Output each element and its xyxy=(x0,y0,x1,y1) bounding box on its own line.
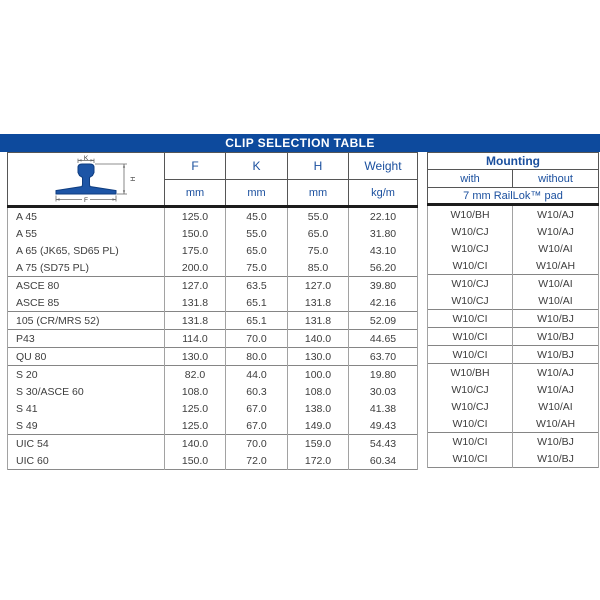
cell-rail-section: A 65 (JK65, SD65 PL) xyxy=(8,242,165,259)
cell-f: 131.8 xyxy=(165,312,226,330)
cell-k: 60.3 xyxy=(226,383,288,400)
table-row xyxy=(8,294,418,312)
table-row xyxy=(8,435,418,453)
cell-clip-with-pad: W10/CI xyxy=(428,328,513,346)
table-row xyxy=(428,450,599,468)
cell-h: 140.0 xyxy=(288,330,349,348)
table-row xyxy=(428,328,599,346)
table-row xyxy=(8,277,418,295)
clip-selection-table xyxy=(7,152,418,470)
cell-h: 65.0 xyxy=(288,225,349,242)
cell-h: 131.8 xyxy=(288,294,349,312)
cell-h: 130.0 xyxy=(288,348,349,366)
cell-h: 85.0 xyxy=(288,259,349,277)
cell-clip-without-pad: W10/BJ xyxy=(513,346,599,364)
cell-k: 65.0 xyxy=(226,242,288,259)
cell-f: 114.0 xyxy=(165,330,226,348)
cell-clip-with-pad: W10/CJ xyxy=(428,292,513,310)
cell-f: 150.0 xyxy=(165,452,226,470)
right-table-body xyxy=(428,205,599,468)
table-row xyxy=(8,417,418,435)
cell-k: 80.0 xyxy=(226,348,288,366)
column-header-f: F xyxy=(165,153,226,180)
table-row xyxy=(428,346,599,364)
table-row xyxy=(428,310,599,328)
cell-clip-with-pad: W10/CI xyxy=(428,346,513,364)
cell-rail-section: S 30/ASCE 60 xyxy=(8,383,165,400)
cell-clip-with-pad: W10/CI xyxy=(428,257,513,275)
table-row xyxy=(8,330,418,348)
cell-clip-with-pad: W10/CI xyxy=(428,415,513,433)
cell-clip-with-pad: W10/CI xyxy=(428,310,513,328)
table-row xyxy=(428,205,599,224)
f-arrow-left xyxy=(56,198,60,200)
cell-weight: 56.20 xyxy=(349,259,418,277)
cell-rail-section: QU 80 xyxy=(8,348,165,366)
raillok-pad-header: 7 mm RailLok™ pad xyxy=(428,188,599,205)
table-row xyxy=(428,433,599,451)
cell-weight: 52.09 xyxy=(349,312,418,330)
cell-rail-section: UIC 60 xyxy=(8,452,165,470)
cell-f: 175.0 xyxy=(165,242,226,259)
cell-h: 55.0 xyxy=(288,207,349,226)
cell-clip-without-pad: W10/AI xyxy=(513,292,599,310)
with-pad-header: with xyxy=(428,170,513,188)
cell-k: 75.0 xyxy=(226,259,288,277)
cell-k: 65.1 xyxy=(226,294,288,312)
k-arrow-right xyxy=(90,159,94,161)
rail-diagram-cell xyxy=(8,153,165,207)
f-dimension-label: F xyxy=(84,197,88,204)
cell-clip-with-pad: W10/CJ xyxy=(428,240,513,257)
cell-clip-without-pad: W10/AJ xyxy=(513,364,599,382)
h-dimension-label: H xyxy=(128,176,136,182)
h-arrow-bottom xyxy=(123,190,125,194)
cell-weight: 39.80 xyxy=(349,277,418,295)
cell-h: 108.0 xyxy=(288,383,349,400)
k-arrow-left xyxy=(78,159,82,161)
column-header-h: H xyxy=(288,153,349,180)
k-dimension-label: K xyxy=(83,155,89,163)
cell-f: 125.0 xyxy=(165,417,226,435)
table-title: CLIP SELECTION TABLE xyxy=(225,136,375,150)
table-row xyxy=(428,292,599,310)
column-unit-k: mm xyxy=(226,180,288,207)
cell-clip-without-pad: W10/BJ xyxy=(513,433,599,451)
cell-k: 55.0 xyxy=(226,225,288,242)
cell-f: 125.0 xyxy=(165,400,226,417)
table-row xyxy=(8,242,418,259)
table-row xyxy=(428,240,599,257)
cell-clip-without-pad: W10/BJ xyxy=(513,328,599,346)
cell-weight: 43.10 xyxy=(349,242,418,259)
cell-rail-section: S 41 xyxy=(8,400,165,417)
cell-f: 82.0 xyxy=(165,366,226,384)
cell-clip-with-pad: W10/CJ xyxy=(428,398,513,415)
rail-profile-diagram xyxy=(11,153,161,205)
cell-f: 131.8 xyxy=(165,294,226,312)
cell-weight: 30.03 xyxy=(349,383,418,400)
cell-k: 63.5 xyxy=(226,277,288,295)
cell-k: 45.0 xyxy=(226,207,288,226)
cell-f: 140.0 xyxy=(165,435,226,453)
cell-clip-without-pad: W10/AJ xyxy=(513,381,599,398)
cell-clip-without-pad: W10/AI xyxy=(513,275,599,293)
cell-h: 149.0 xyxy=(288,417,349,435)
column-header-weight: Weight xyxy=(349,153,418,180)
cell-f: 200.0 xyxy=(165,259,226,277)
table-row xyxy=(428,275,599,293)
cell-clip-without-pad: W10/AH xyxy=(513,415,599,433)
cell-weight: 60.34 xyxy=(349,452,418,470)
table-row xyxy=(428,257,599,275)
column-unit-weight: kg/m xyxy=(349,180,418,207)
cell-rail-section: A 75 (SD75 PL) xyxy=(8,259,165,277)
cell-k: 72.0 xyxy=(226,452,288,470)
column-header-k: K xyxy=(226,153,288,180)
cell-clip-with-pad: W10/CI xyxy=(428,450,513,468)
cell-clip-with-pad: W10/CI xyxy=(428,433,513,451)
table-row xyxy=(428,415,599,433)
cell-f: 130.0 xyxy=(165,348,226,366)
table-row xyxy=(8,400,418,417)
without-pad-header: without xyxy=(513,170,599,188)
cell-h: 159.0 xyxy=(288,435,349,453)
left-table-body xyxy=(8,207,418,470)
cell-rail-section: S 20 xyxy=(8,366,165,384)
cell-h: 75.0 xyxy=(288,242,349,259)
cell-rail-section: A 55 xyxy=(8,225,165,242)
column-unit-h: mm xyxy=(288,180,349,207)
cell-weight: 44.65 xyxy=(349,330,418,348)
table-row xyxy=(428,381,599,398)
cell-rail-section: ASCE 80 xyxy=(8,277,165,295)
cell-clip-with-pad: W10/BH xyxy=(428,364,513,382)
cell-clip-with-pad: W10/CJ xyxy=(428,381,513,398)
cell-h: 131.8 xyxy=(288,312,349,330)
table-row xyxy=(8,348,418,366)
cell-weight: 31.80 xyxy=(349,225,418,242)
table-row xyxy=(8,383,418,400)
table-title-band xyxy=(0,134,600,152)
cell-rail-section: ASCE 85 xyxy=(8,294,165,312)
cell-rail-section: UIC 54 xyxy=(8,435,165,453)
cell-clip-without-pad: W10/AH xyxy=(513,257,599,275)
cell-rail-section: P43 xyxy=(8,330,165,348)
cell-k: 70.0 xyxy=(226,435,288,453)
cell-h: 172.0 xyxy=(288,452,349,470)
cell-weight: 42.16 xyxy=(349,294,418,312)
cell-clip-with-pad: W10/CJ xyxy=(428,275,513,293)
cell-k: 67.0 xyxy=(226,400,288,417)
cell-k: 67.0 xyxy=(226,417,288,435)
cell-weight: 19.80 xyxy=(349,366,418,384)
cell-clip-with-pad: W10/BH xyxy=(428,205,513,224)
cell-rail-section: A 45 xyxy=(8,207,165,226)
cell-weight: 22.10 xyxy=(349,207,418,226)
cell-k: 70.0 xyxy=(226,330,288,348)
f-arrow-right xyxy=(112,198,116,200)
cell-clip-without-pad: W10/AJ xyxy=(513,223,599,240)
cell-k: 65.1 xyxy=(226,312,288,330)
cell-clip-without-pad: W10/BJ xyxy=(513,310,599,328)
cell-f: 127.0 xyxy=(165,277,226,295)
cell-f: 125.0 xyxy=(165,207,226,226)
mounting-header: Mounting xyxy=(428,153,599,170)
cell-f: 108.0 xyxy=(165,383,226,400)
table-row xyxy=(428,223,599,240)
table-row xyxy=(8,312,418,330)
cell-clip-without-pad: W10/AI xyxy=(513,398,599,415)
cell-f: 150.0 xyxy=(165,225,226,242)
cell-rail-section: 105 (CR/MRS 52) xyxy=(8,312,165,330)
h-arrow-top xyxy=(123,164,125,168)
mounting-table xyxy=(427,152,599,468)
cell-clip-without-pad: W10/AJ xyxy=(513,205,599,224)
cell-clip-without-pad: W10/AI xyxy=(513,240,599,257)
rail-shape xyxy=(56,164,116,194)
cell-h: 138.0 xyxy=(288,400,349,417)
table-row xyxy=(8,452,418,470)
cell-weight: 54.43 xyxy=(349,435,418,453)
table-row xyxy=(8,259,418,277)
cell-k: 44.0 xyxy=(226,366,288,384)
table-row xyxy=(8,207,418,226)
cell-clip-without-pad: W10/BJ xyxy=(513,450,599,468)
cell-rail-section: S 49 xyxy=(8,417,165,435)
cell-h: 100.0 xyxy=(288,366,349,384)
cell-weight: 63.70 xyxy=(349,348,418,366)
table-row xyxy=(8,366,418,384)
table-row xyxy=(428,364,599,382)
cell-weight: 49.43 xyxy=(349,417,418,435)
cell-h: 127.0 xyxy=(288,277,349,295)
cell-clip-with-pad: W10/CJ xyxy=(428,223,513,240)
cell-weight: 41.38 xyxy=(349,400,418,417)
column-unit-f: mm xyxy=(165,180,226,207)
table-row xyxy=(428,398,599,415)
table-row xyxy=(8,225,418,242)
